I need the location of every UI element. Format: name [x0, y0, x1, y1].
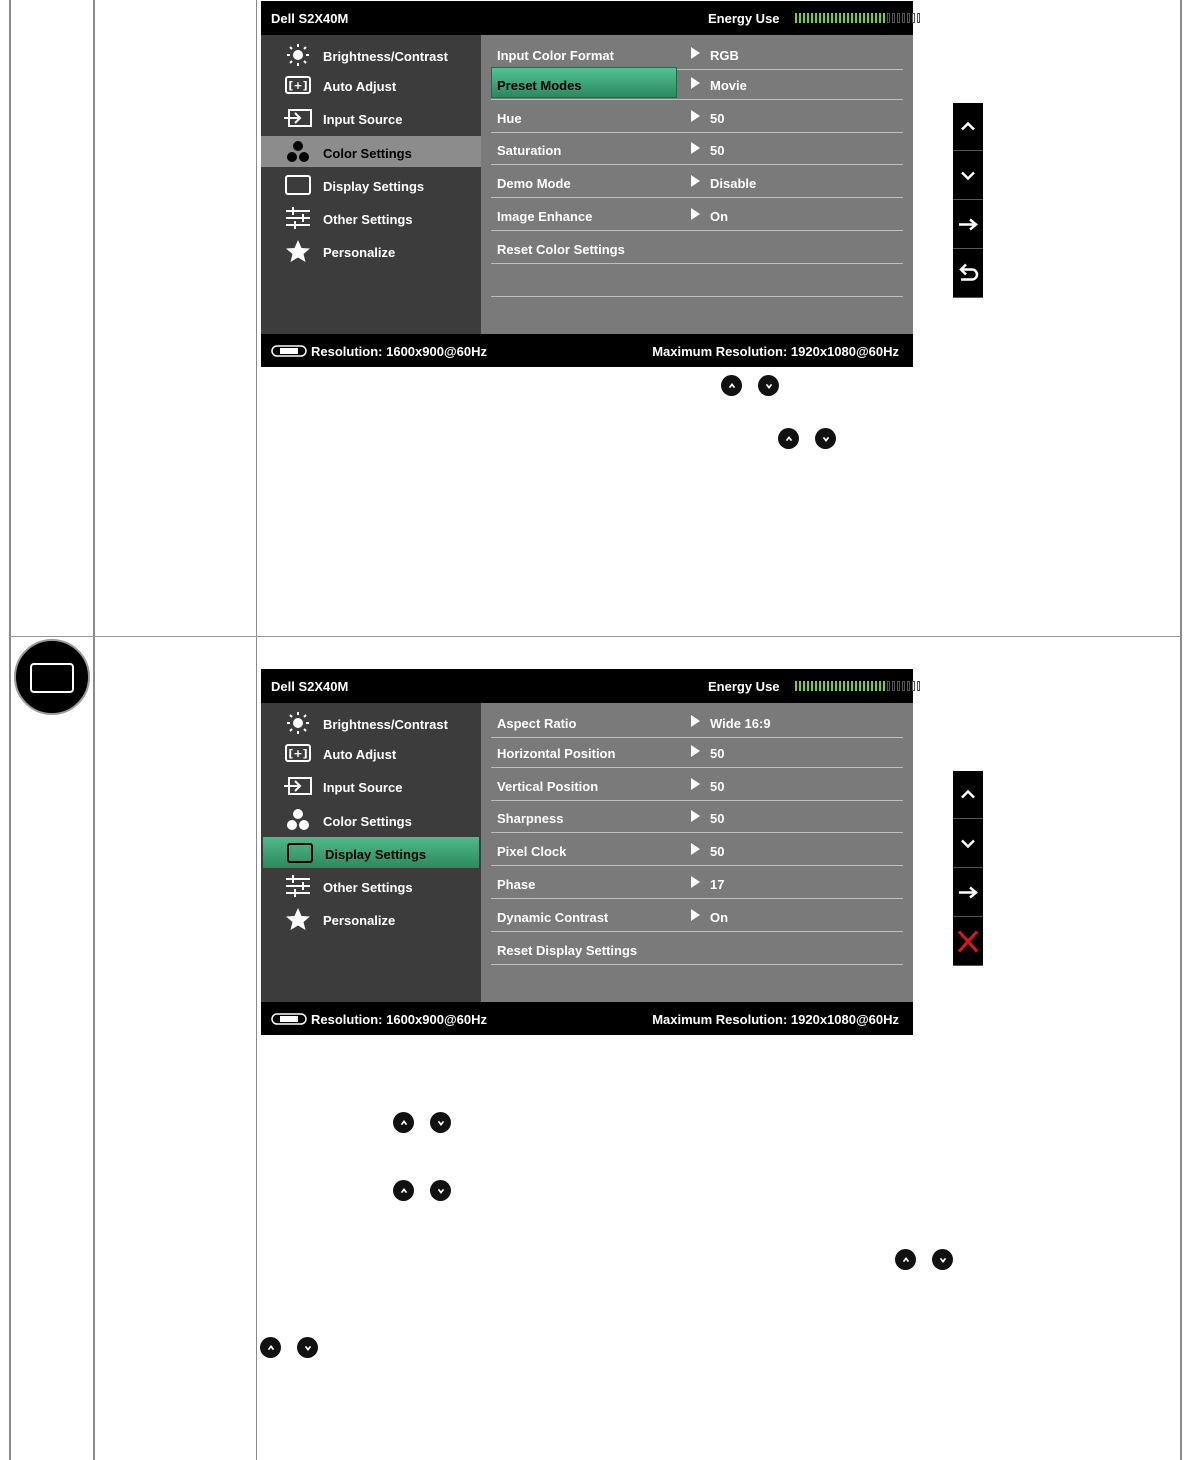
- energy-segment: [843, 13, 845, 23]
- color-settings-icon: [283, 808, 313, 832]
- energy-segment: [883, 681, 885, 691]
- osd-color-settings: [261, 1, 913, 367]
- menu-item-input-source[interactable]: [261, 770, 481, 801]
- submenu-item-value: Disable: [710, 176, 757, 191]
- submenu-item-value: 50: [710, 811, 725, 826]
- energy-segment: [867, 13, 869, 23]
- menu-item-brightness-contrast[interactable]: [261, 707, 481, 738]
- submenu-item-vertical-position[interactable]: [491, 769, 903, 801]
- menu-item-label: Auto Adjust: [323, 79, 397, 94]
- down-circle-icon: [430, 1112, 451, 1133]
- submenu-item-value: 50: [710, 779, 725, 794]
- energy-segment: [811, 13, 813, 23]
- submenu-item-reset-color-settings[interactable]: [491, 232, 903, 264]
- energy-segment: [795, 681, 797, 691]
- menu-item-personalize[interactable]: [261, 235, 481, 266]
- energy-segment: [819, 681, 821, 691]
- submenu-item-demo-mode[interactable]: [491, 166, 903, 198]
- color-settings-icon: [283, 140, 313, 164]
- osd-footer: [261, 334, 913, 367]
- down-circle-icon: [815, 428, 836, 449]
- submenu-item-reset-display-settings[interactable]: [491, 933, 903, 965]
- menu-item-label: Display Settings: [323, 179, 425, 194]
- energy-segment: [831, 681, 833, 691]
- right-arrow-icon: [953, 201, 983, 248]
- submenu-item-value: 50: [710, 143, 725, 158]
- display-settings-icon: [285, 841, 315, 865]
- energy-segment: [803, 681, 805, 691]
- svg-text:[+]: [+]: [288, 79, 308, 92]
- energy-segment: [851, 681, 853, 691]
- energy-segment: [892, 13, 895, 23]
- submenu-item-value: 50: [710, 746, 725, 761]
- energy-segment: [847, 681, 849, 691]
- submenu-item-dynamic-contrast[interactable]: [491, 900, 903, 932]
- submenu-item-value: RGB: [710, 48, 739, 63]
- right-arrow-icon: [953, 869, 983, 916]
- energy-segment: [907, 13, 910, 23]
- energy-segment: [827, 681, 829, 691]
- down-circle-icon: [430, 1180, 451, 1201]
- energy-segment: [917, 681, 920, 691]
- maximum-resolution: Maximum Resolution: 1920x1080@60Hz: [652, 344, 899, 359]
- triangle-right-icon: [691, 77, 700, 89]
- energy-segment: [863, 681, 865, 691]
- energy-segment: [847, 13, 849, 23]
- energy-segment: [835, 681, 837, 691]
- energy-segment: [815, 13, 817, 23]
- energy-segment: [871, 681, 873, 691]
- submenu-item-value: On: [710, 910, 729, 925]
- energy-segment: [897, 681, 900, 691]
- submenu-item-image-enhance[interactable]: [491, 199, 903, 231]
- submenu-item-horizontal-position[interactable]: [491, 736, 903, 768]
- submenu-item-pixel-clock[interactable]: [491, 834, 903, 866]
- up-circle-icon: [393, 1180, 414, 1201]
- input-source-icon: [283, 774, 313, 798]
- submenu-item-value: 50: [710, 111, 725, 126]
- osd-button-bar: [953, 771, 983, 966]
- table-border-right: [1180, 0, 1182, 1460]
- auto-adjust-icon: [283, 741, 313, 765]
- energy-use-label: Energy Use: [708, 11, 780, 26]
- submenu-item-name: Sharpness: [497, 811, 564, 826]
- osd-button-bar: [953, 103, 983, 298]
- triangle-right-icon: [691, 810, 700, 822]
- energy-segment: [835, 13, 837, 23]
- submenu-item-input-color-format[interactable]: [491, 38, 903, 70]
- menu-item-auto-adjust[interactable]: [261, 69, 481, 100]
- energy-segment: [863, 13, 865, 23]
- energy-segment: [902, 13, 905, 23]
- triangle-right-icon: [691, 175, 700, 187]
- submenu-item-hue[interactable]: [491, 101, 903, 133]
- submenu-item-name: Saturation: [497, 143, 562, 158]
- energy-segment: [803, 13, 805, 23]
- energy-segment: [907, 681, 910, 691]
- back-icon: [953, 250, 983, 297]
- submenu-item-name: Vertical Position: [497, 779, 599, 794]
- energy-segment: [912, 13, 915, 23]
- table-border-label-col: [256, 0, 257, 1460]
- submenu-item-name: Pixel Clock: [497, 844, 567, 859]
- triangle-right-icon: [691, 745, 700, 757]
- menu-item-input-source[interactable]: [261, 102, 481, 133]
- submenu-item-value: On: [710, 209, 729, 224]
- submenu-item-name: Input Color Format: [497, 48, 614, 63]
- table-border-left: [9, 0, 11, 1460]
- menu-item-label: Auto Adjust: [323, 747, 397, 762]
- svg-text:[+]: [+]: [288, 747, 308, 760]
- vga-connector-icon: [271, 345, 307, 357]
- star-icon: [283, 239, 313, 263]
- menu-item-label: Brightness/Contrast: [323, 49, 448, 64]
- energy-segment: [897, 13, 900, 23]
- table-row-divider: [9, 636, 1182, 637]
- energy-segment: [887, 13, 890, 23]
- right-arrow-button[interactable]: [953, 869, 983, 917]
- table-border-icon-col: [93, 0, 95, 1460]
- osd-title-bar: [261, 669, 913, 703]
- submenu-item-name: Aspect Ratio: [497, 716, 577, 731]
- submenu-item-saturation[interactable]: [491, 133, 903, 165]
- energy-segment: [892, 681, 895, 691]
- up-circle-icon: [778, 428, 799, 449]
- menu-item-other-settings[interactable]: [261, 870, 481, 901]
- display-settings-big-icon: [14, 639, 90, 715]
- down-circle-icon: [932, 1249, 953, 1270]
- energy-segment: [823, 681, 825, 691]
- submenu-item-value: 17: [710, 877, 725, 892]
- up-arrow-icon: [953, 771, 983, 818]
- submenu-item-name: Reset Color Settings: [497, 242, 625, 257]
- menu-item-brightness-contrast[interactable]: [261, 39, 481, 70]
- energy-use-label: Energy Use: [708, 679, 780, 694]
- energy-segment: [799, 681, 801, 691]
- energy-segment: [823, 13, 825, 23]
- down-arrow-icon: [953, 820, 983, 867]
- vga-connector-icon: [271, 1013, 307, 1025]
- submenu-item-value: Wide 16:9: [710, 716, 771, 731]
- triangle-right-icon: [691, 47, 700, 59]
- right-arrow-button[interactable]: [953, 201, 983, 249]
- up-arrow-button[interactable]: [953, 103, 983, 151]
- triangle-right-icon: [691, 843, 700, 855]
- triangle-right-icon: [691, 876, 700, 888]
- energy-segment: [839, 681, 841, 691]
- energy-segment: [917, 13, 920, 23]
- menu-item-label: Color Settings: [323, 146, 412, 161]
- submenu-item-name: Demo Mode: [497, 176, 571, 191]
- submenu-item-value: 50: [710, 844, 725, 859]
- osd-title-bar: [261, 1, 913, 35]
- energy-segment: [875, 681, 877, 691]
- up-circle-icon: [721, 375, 742, 396]
- down-circle-icon: [297, 1337, 318, 1358]
- osd-main-menu: [261, 703, 481, 1002]
- menu-item-label: Input Source: [323, 112, 403, 127]
- menu-item-label: Input Source: [323, 780, 403, 795]
- energy-segment: [855, 681, 857, 691]
- submenu-item-name: Hue: [497, 111, 522, 126]
- energy-segment: [879, 681, 881, 691]
- menu-item-label: Color Settings: [323, 814, 412, 829]
- osd-footer: [261, 1002, 913, 1035]
- energy-use-meter: [795, 681, 920, 691]
- energy-segment: [871, 13, 873, 23]
- auto-adjust-icon: [283, 73, 313, 97]
- energy-segment: [883, 13, 885, 23]
- submenu-item-value: Movie: [710, 78, 747, 93]
- back-button[interactable]: [953, 250, 983, 298]
- menu-item-color-settings[interactable]: [261, 804, 481, 835]
- submenu-item-name: Image Enhance: [497, 209, 593, 224]
- energy-segment: [859, 681, 861, 691]
- submenu-item-name: Phase: [497, 877, 536, 892]
- energy-segment: [859, 13, 861, 23]
- submenu-item-name: Dynamic Contrast: [497, 910, 609, 925]
- menu-item-label: Brightness/Contrast: [323, 717, 448, 732]
- submenu-item-sharpness[interactable]: [491, 801, 903, 833]
- menu-item-personalize[interactable]: [261, 903, 481, 934]
- current-resolution: Resolution: 1600x900@60Hz: [311, 344, 487, 359]
- menu-item-display-settings[interactable]: [263, 837, 479, 868]
- down-circle-icon: [758, 375, 779, 396]
- menu-item-label: Personalize: [323, 913, 396, 928]
- menu-item-label: Other Settings: [323, 212, 413, 227]
- energy-segment: [887, 681, 890, 691]
- energy-segment: [807, 681, 809, 691]
- energy-segment: [819, 13, 821, 23]
- triangle-right-icon: [691, 110, 700, 122]
- triangle-right-icon: [691, 778, 700, 790]
- menu-item-other-settings[interactable]: [261, 202, 481, 233]
- up-circle-icon: [393, 1112, 414, 1133]
- energy-segment: [839, 13, 841, 23]
- energy-segment: [879, 13, 881, 23]
- triangle-right-icon: [691, 909, 700, 921]
- exit-x-icon: [953, 918, 983, 965]
- energy-segment: [855, 13, 857, 23]
- current-resolution: Resolution: 1600x900@60Hz: [311, 1012, 487, 1027]
- submenu-item-name: Preset Modes: [497, 78, 582, 93]
- energy-segment: [811, 681, 813, 691]
- down-arrow-button[interactable]: [953, 820, 983, 868]
- menu-item-auto-adjust[interactable]: [261, 737, 481, 768]
- energy-segment: [815, 681, 817, 691]
- energy-segment: [843, 681, 845, 691]
- menu-item-display-settings[interactable]: [261, 169, 481, 200]
- submenu-item-empty: [491, 265, 903, 297]
- submenu-item-name: Horizontal Position: [497, 746, 616, 761]
- triangle-right-icon: [691, 142, 700, 154]
- menu-item-label: Personalize: [323, 245, 396, 260]
- energy-segment: [827, 13, 829, 23]
- input-source-icon: [283, 106, 313, 130]
- triangle-right-icon: [691, 208, 700, 220]
- monitor-model: Dell S2X40M: [271, 679, 349, 694]
- energy-segment: [795, 13, 797, 23]
- brightness-icon: [283, 43, 313, 67]
- osd-display-settings: [261, 669, 913, 1035]
- energy-segment: [867, 681, 869, 691]
- up-arrow-button[interactable]: [953, 771, 983, 819]
- energy-segment: [807, 13, 809, 23]
- submenu-item-phase[interactable]: [491, 867, 903, 899]
- energy-segment: [902, 681, 905, 691]
- star-icon: [283, 907, 313, 931]
- maximum-resolution: Maximum Resolution: 1920x1080@60Hz: [652, 1012, 899, 1027]
- monitor-model: Dell S2X40M: [271, 11, 349, 26]
- display-settings-icon: [283, 173, 313, 197]
- down-arrow-icon: [953, 152, 983, 199]
- up-circle-icon: [895, 1249, 916, 1270]
- osd-sub-menu: [481, 703, 913, 1002]
- energy-segment: [851, 13, 853, 23]
- down-arrow-button[interactable]: [953, 152, 983, 200]
- submenu-item-preset-modes[interactable]: [491, 68, 903, 100]
- triangle-right-icon: [691, 715, 700, 727]
- menu-item-color-settings[interactable]: [261, 136, 481, 167]
- energy-segment: [831, 13, 833, 23]
- osd-sub-menu: [481, 35, 913, 334]
- submenu-item-aspect-ratio[interactable]: [491, 706, 903, 738]
- exit-x-button[interactable]: [953, 918, 983, 966]
- menu-item-label: Display Settings: [325, 847, 427, 862]
- other-settings-icon: [283, 874, 313, 898]
- brightness-icon: [283, 711, 313, 735]
- osd-main-menu: [261, 35, 481, 334]
- other-settings-icon: [283, 206, 313, 230]
- energy-use-meter: [795, 13, 920, 23]
- up-circle-icon: [260, 1337, 281, 1358]
- submenu-item-name: Reset Display Settings: [497, 943, 638, 958]
- energy-segment: [799, 13, 801, 23]
- energy-segment: [875, 13, 877, 23]
- menu-item-label: Other Settings: [323, 880, 413, 895]
- up-arrow-icon: [953, 103, 983, 150]
- energy-segment: [912, 681, 915, 691]
